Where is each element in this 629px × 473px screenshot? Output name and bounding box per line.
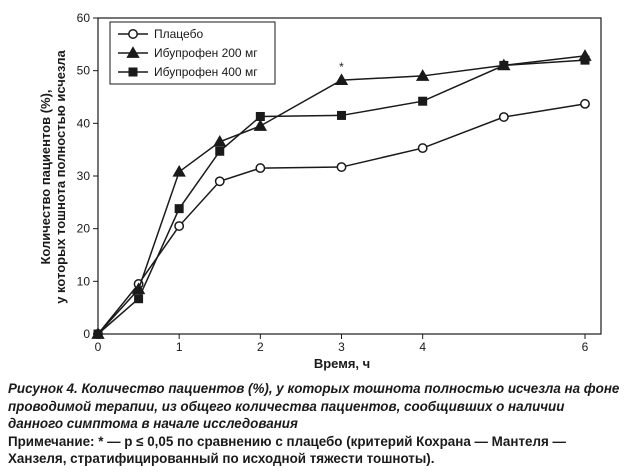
x-axis-ticks — [95, 334, 589, 354]
x-tick-label: 2 — [256, 340, 264, 354]
data-point-placebo — [175, 222, 183, 230]
data-point-ibuprofen-400 — [215, 147, 224, 156]
caption-note: Примечание: * — p ≤ 0,05 по сравнению с плацебо (критерий Кохрана — Мантеля — Ханзеля, стратифицированный по исходной тяжести тошноты). — [8, 433, 566, 466]
x-tick-label: 1 — [175, 340, 183, 354]
x-tick-label: 6 — [581, 340, 589, 354]
series-group — [92, 50, 591, 339]
y-tick-label: 50 — [76, 63, 90, 78]
data-point-ibuprofen-200 — [173, 166, 185, 177]
legend-marker-placebo — [129, 30, 137, 38]
data-point-ibuprofen-400 — [94, 330, 103, 339]
data-point-ibuprofen-400 — [256, 112, 265, 121]
data-point-placebo — [500, 113, 508, 121]
data-point-placebo — [256, 164, 264, 172]
series-placebo — [94, 100, 589, 339]
data-point-placebo — [581, 100, 589, 108]
series-ibuprofen-200 — [92, 50, 591, 339]
x-axis-title: Время, ч — [313, 356, 371, 371]
series-line-placebo — [98, 104, 585, 334]
y-axis-ticks — [77, 11, 98, 341]
data-point-placebo — [418, 144, 426, 152]
significance-annotation: * — [339, 60, 344, 75]
data-point-placebo — [337, 163, 345, 171]
data-point-ibuprofen-400 — [581, 56, 590, 65]
legend-label: Ибупрофен 200 мг — [154, 46, 258, 60]
figure-caption — [8, 380, 623, 468]
y-tick-label: 60 — [76, 11, 90, 25]
y-tick-label: 40 — [76, 116, 90, 131]
legend — [110, 22, 275, 84]
x-tick-label: 3 — [338, 340, 345, 354]
y-tick-label: 30 — [76, 169, 90, 183]
data-point-ibuprofen-400 — [337, 111, 346, 120]
data-point-ibuprofen-200 — [214, 136, 226, 147]
data-point-ibuprofen-400 — [499, 61, 508, 70]
data-point-ibuprofen-400 — [134, 294, 143, 303]
y-tick-label: 0 — [83, 327, 90, 341]
caption-title: Рисунок 4. Количество пациентов (%), у которых тошнота полностью исчезла на фоне проводимой терапии, из общего количества пациентов, сообщивших о наличии данного симптома в начале исследования — [8, 381, 620, 431]
data-point-ibuprofen-200 — [254, 120, 266, 130]
series-line-ibuprofen-200 — [98, 56, 585, 334]
x-tick-label: 4 — [419, 340, 427, 354]
series-ibuprofen-400 — [94, 56, 590, 339]
data-point-placebo — [216, 177, 224, 185]
legend-label: Плацебо — [154, 27, 204, 41]
data-point-ibuprofen-400 — [175, 204, 184, 213]
y-tick-label: 10 — [76, 274, 90, 289]
x-tick-label: 0 — [94, 340, 102, 354]
y-axis-title-line1: Количество пациентов (%), — [38, 89, 53, 265]
legend-marker-ibuprofen-400 — [129, 68, 138, 77]
y-axis-title-line2: у которых тошнота полностью исчезла — [53, 50, 68, 304]
legend-label: Ибупрофен 400 мг — [154, 65, 258, 79]
y-tick-label: 20 — [76, 221, 90, 236]
data-point-ibuprofen-400 — [418, 97, 427, 106]
